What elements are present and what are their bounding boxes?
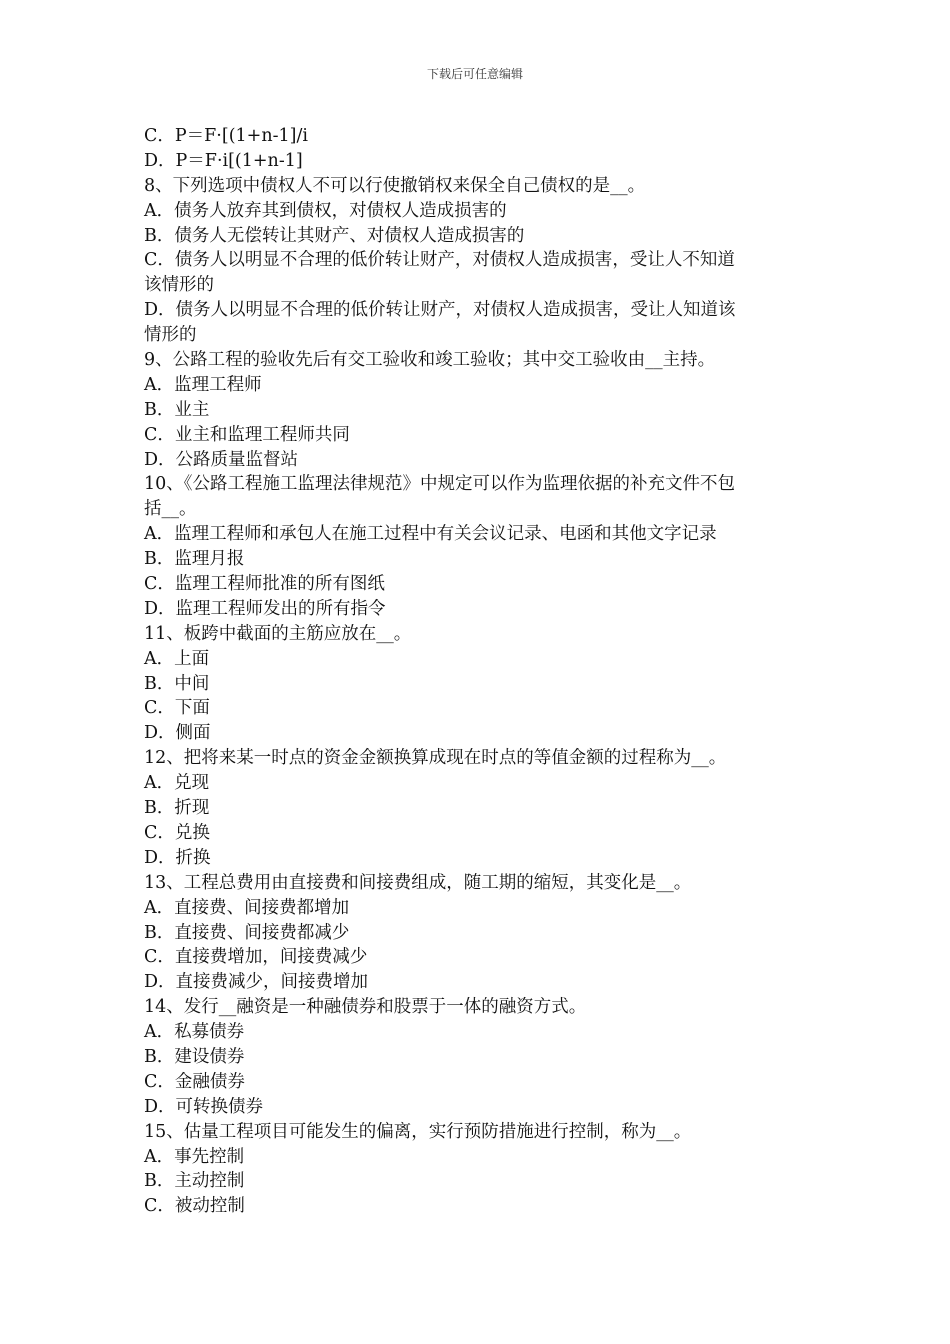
question-10: 10、《公路工程施工监理法律规范》中规定可以作为监理依据的补充文件不包 bbox=[144, 474, 736, 495]
option-line: B．折现 bbox=[144, 798, 210, 819]
question-9: 9、公路工程的验收先后有交工验收和竣工验收；其中交工验收由__主持。 bbox=[144, 350, 716, 371]
option-line: C．兑换 bbox=[144, 822, 210, 843]
option-line: A．兑现 bbox=[144, 773, 210, 794]
question-11: 11、板跨中截面的主筋应放在__。 bbox=[144, 623, 412, 644]
option-line: C．被动控制 bbox=[144, 1196, 245, 1217]
option-line: C．监理工程师批准的所有图纸 bbox=[144, 574, 385, 595]
option-line: B．业主 bbox=[144, 399, 210, 420]
option-line: 情形的 bbox=[144, 325, 197, 346]
option-line: B．债务人无偿转让其财产、对债权人造成损害的 bbox=[144, 225, 525, 246]
option-line: D．折换 bbox=[144, 847, 211, 868]
option-line: D．可转换债券 bbox=[144, 1096, 264, 1117]
question-10: 括__。 bbox=[144, 499, 197, 520]
option-line: C．直接费增加，间接费减少 bbox=[144, 947, 368, 968]
text-line: D．P＝F·i[(1+n-1] bbox=[144, 150, 303, 171]
option-line: B．直接费、间接费都减少 bbox=[144, 922, 350, 943]
option-line: C．业主和监理工程师共同 bbox=[144, 424, 350, 445]
option-line: D．监理工程师发出的所有指令 bbox=[144, 598, 386, 619]
option-line: B．主动控制 bbox=[144, 1171, 245, 1192]
option-line: 该情形的 bbox=[144, 275, 214, 296]
option-line: C．下面 bbox=[144, 698, 210, 719]
option-line: A．债务人放弃其到债权，对债权人造成损害的 bbox=[144, 200, 507, 221]
text-line: C．P＝F·[(1+n-1]/i bbox=[144, 126, 308, 146]
option-line: D．公路质量监督站 bbox=[144, 449, 299, 470]
option-line: C．债务人以明显不合理的低价转让财产，对债权人造成损害，受让人不知道 bbox=[144, 250, 735, 271]
option-line: D．债务人以明显不合理的低价转让财产，对债权人造成损害，受让人知道该 bbox=[144, 300, 736, 321]
option-line: A．监理工程师 bbox=[144, 374, 262, 395]
option-line: D．直接费减少，间接费增加 bbox=[144, 972, 369, 993]
option-line: A．私募债券 bbox=[144, 1022, 245, 1043]
option-line: A．上面 bbox=[144, 648, 210, 669]
question-15: 15、估量工程项目可能发生的偏离，实行预防措施进行控制，称为__。 bbox=[144, 1121, 692, 1142]
option-line: B．中间 bbox=[144, 673, 210, 694]
question-14: 14、发行__融资是一种融债券和股票于一体的融资方式。 bbox=[144, 997, 587, 1018]
document-body bbox=[144, 124, 814, 1219]
question-13: 13、工程总费用由直接费和间接费组成，随工期的缩短，其变化是__。 bbox=[144, 872, 692, 893]
option-line: B．建设债券 bbox=[144, 1046, 245, 1067]
page-header: 下载后可任意编辑 bbox=[426, 67, 523, 81]
option-line: A．监理工程师和承包人在施工过程中有关会议记录、电函和其他文字记录 bbox=[144, 524, 717, 545]
question-8: 8、下列选项中债权人不可以行使撤销权来保全自己债权的是__。 bbox=[144, 175, 646, 196]
option-line: B．监理月报 bbox=[144, 549, 245, 570]
option-line: D．侧面 bbox=[144, 723, 211, 744]
option-line: C．金融债券 bbox=[144, 1071, 245, 1092]
option-line: A．事先控制 bbox=[144, 1146, 245, 1167]
question-12: 12、把将来某一时点的资金金额换算成现在时点的等值金额的过程称为__。 bbox=[144, 748, 727, 769]
option-line: A．直接费、间接费都增加 bbox=[144, 897, 350, 918]
